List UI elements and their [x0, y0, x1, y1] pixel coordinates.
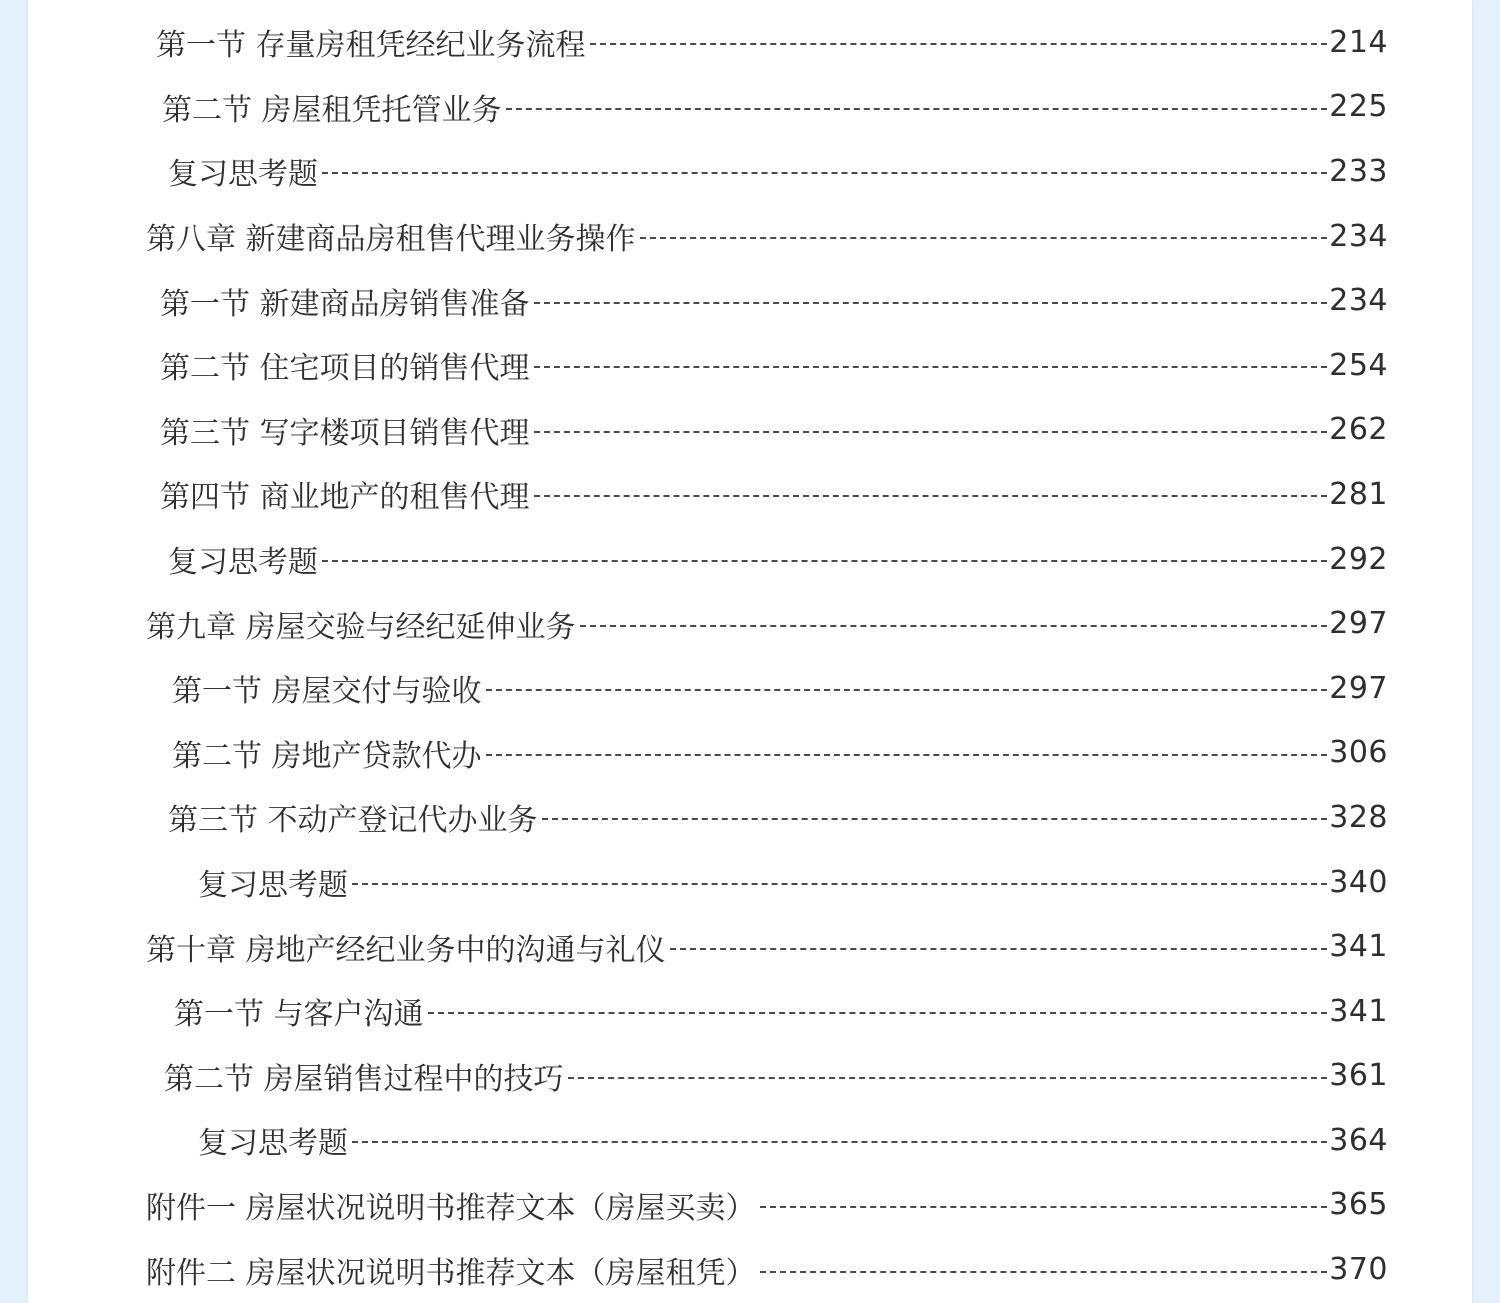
toc-entry[interactable] [28, 268, 1472, 333]
toc-entry[interactable] [28, 10, 1472, 75]
toc-entry-title: 第三节 不动产登记代办业务 [168, 803, 538, 839]
table-of-contents [28, 10, 1472, 1302]
toc-entry-page: 361 [1329, 1058, 1388, 1094]
dotted-leader [670, 948, 1328, 950]
toc-entry-page: 297 [1329, 670, 1388, 706]
dotted-leader [352, 1141, 1327, 1143]
dotted-leader [760, 1206, 1328, 1208]
toc-entry[interactable] [28, 979, 1472, 1044]
dotted-leader [640, 237, 1328, 239]
toc-entry-page: 297 [1329, 606, 1388, 642]
toc-entry[interactable] [28, 204, 1472, 269]
toc-entry[interactable] [28, 591, 1472, 656]
toc-entry-page: 341 [1329, 929, 1388, 965]
toc-entry-page: 292 [1329, 541, 1388, 577]
toc-entry[interactable] [28, 75, 1472, 140]
document-page [28, 0, 1472, 1303]
toc-entry-title: 附件一 房屋状况说明书推荐文本（房屋买卖） [146, 1190, 756, 1226]
toc-entry-page: 364 [1329, 1122, 1388, 1158]
toc-entry[interactable] [28, 1044, 1472, 1109]
toc-entry-title: 第二节 住宅项目的销售代理 [160, 351, 530, 387]
toc-entry[interactable] [28, 850, 1472, 915]
toc-entry-title: 第一节 新建商品房销售准备 [160, 286, 530, 322]
toc-entry-title: 第十章 房地产经纪业务中的沟通与礼仪 [146, 932, 666, 968]
toc-entry-title: 第一节 房屋交付与验收 [172, 674, 482, 710]
dotted-leader [486, 689, 1328, 691]
toc-entry[interactable] [28, 1108, 1472, 1173]
toc-entry[interactable] [28, 333, 1472, 398]
toc-entry-title: 附件二 房屋状况说明书推荐文本（房屋租凭） [146, 1255, 756, 1291]
toc-entry-page: 234 [1329, 283, 1388, 319]
dotted-leader [760, 1271, 1328, 1273]
toc-entry-title: 第二节 房地产贷款代办 [172, 738, 482, 774]
toc-entry[interactable] [28, 1237, 1472, 1302]
toc-entry[interactable] [28, 656, 1472, 721]
toc-entry[interactable] [28, 398, 1472, 463]
toc-entry-title: 第九章 房屋交验与经纪延伸业务 [146, 609, 576, 645]
toc-entry-title: 复习思考题 [198, 868, 348, 904]
toc-entry-page: 254 [1329, 347, 1388, 383]
dotted-leader [534, 366, 1328, 368]
dotted-leader [568, 1077, 1328, 1079]
dotted-leader [506, 108, 1328, 110]
dotted-leader [534, 495, 1328, 497]
toc-entry-page: 365 [1329, 1187, 1388, 1223]
toc-entry-page: 281 [1329, 476, 1388, 512]
toc-entry-page: 233 [1329, 153, 1388, 189]
toc-entry[interactable] [28, 914, 1472, 979]
toc-entry-title: 第一节 与客户沟通 [174, 997, 424, 1033]
toc-entry-title: 第四节 商业地产的租售代理 [160, 480, 530, 516]
dotted-leader [580, 625, 1328, 627]
dotted-leader [322, 560, 1327, 562]
dotted-leader [542, 818, 1328, 820]
toc-entry-title: 复习思考题 [198, 1126, 348, 1162]
toc-entry[interactable] [28, 139, 1472, 204]
toc-entry-title: 第一节 存量房租凭经纪业务流程 [156, 28, 586, 64]
dotted-leader [486, 754, 1328, 756]
dotted-leader [352, 883, 1327, 885]
toc-entry-page: 370 [1329, 1252, 1388, 1288]
toc-entry[interactable] [28, 1173, 1472, 1238]
dotted-leader [322, 172, 1327, 174]
toc-entry-title: 第二节 房屋租凭托管业务 [162, 92, 502, 128]
toc-entry-page: 306 [1329, 735, 1388, 771]
toc-entry-page: 262 [1329, 412, 1388, 448]
toc-entry-title: 第三节 写字楼项目销售代理 [160, 415, 530, 451]
toc-entry-page: 234 [1329, 218, 1388, 254]
toc-entry-page: 328 [1329, 799, 1388, 835]
dotted-leader [534, 431, 1328, 433]
toc-entry[interactable] [28, 527, 1472, 592]
toc-entry-page: 340 [1329, 864, 1388, 900]
toc-entry[interactable] [28, 785, 1472, 850]
toc-entry[interactable] [28, 721, 1472, 786]
toc-entry-page: 341 [1329, 993, 1388, 1029]
dotted-leader [590, 43, 1328, 45]
toc-entry-page: 214 [1329, 24, 1388, 60]
dotted-leader [534, 302, 1328, 304]
toc-entry-title: 第二节 房屋销售过程中的技巧 [164, 1061, 564, 1097]
toc-entry[interactable] [28, 462, 1472, 527]
toc-entry-title: 复习思考题 [168, 157, 318, 193]
dotted-leader [428, 1012, 1328, 1014]
toc-entry-page: 225 [1329, 89, 1388, 125]
toc-entry-title: 第八章 新建商品房租售代理业务操作 [146, 222, 636, 258]
toc-entry-title: 复习思考题 [168, 545, 318, 581]
